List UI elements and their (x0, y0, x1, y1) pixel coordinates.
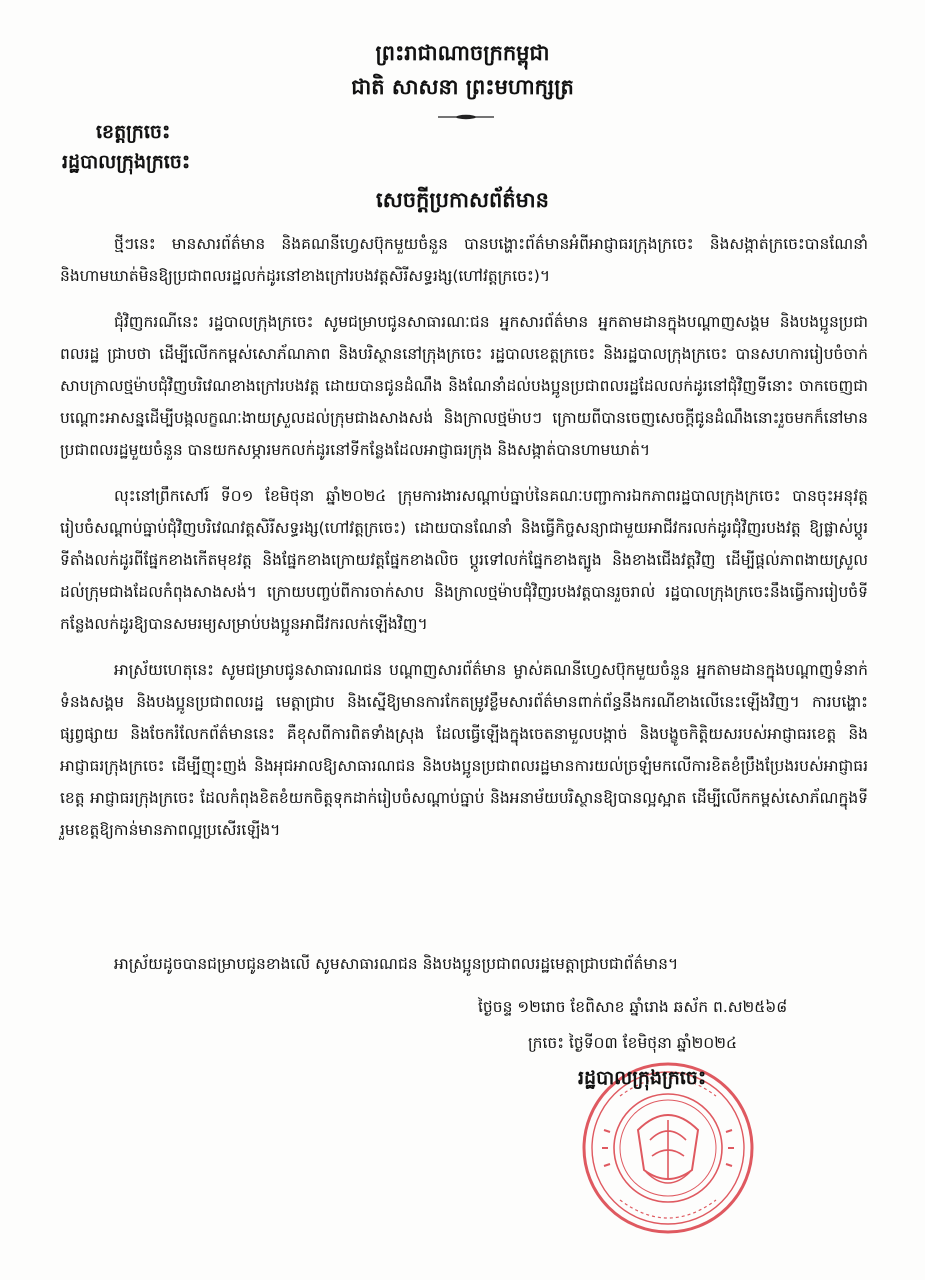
signatory-name: រដ្ឋបាលក្រុងក្រចេះ (578, 1067, 707, 1089)
lunar-date: ថ្ងៃចន្ទ ១២រោច ខែពិសាខ ឆ្នាំរោង ឆស័ក ព.ស២៥៦៨ (478, 998, 788, 1016)
paragraph-2: ជុំវិញករណីនេះ រដ្ឋបាលក្រុងក្រចេះ សូមជម្រាបជូនសាធារណៈជន អ្នកសារព័ត៌មាន អ្នកតាមដានក្នុងបណ្ដាញសង្គម និងបងប្អូនប្រជាពលរដ្ឋ ជ្រាបថា ដើម្បីលើកកម្ពស់សោភ័ណភាព និងបរិស្ថាននៅក្រុងក្រចេះ រដ្ឋបាលខេត្តក្រចេះ និងរដ្ឋបាលក្រុងក្រចេះ បានសហការរៀបចំចាក់សាបក្រាលថ្មម៉ាបជុំវិញបរិវេណខាងក្រៅរបងវត្ត ដោយបានជូនដំណឹង និងណែនាំដល់បងប្អូនប្រជាពលរដ្ឋដែលលក់ដូរនៅជុំវិញទីនោះ ចាកចេញជាបណ្ដោះអាសន្នដើម្បីបង្កលក្ខណៈងាយស្រួលដល់ក្រុមជាងសាងសង់ និងក្រាលថ្មម៉ាបៗ ក្រោយពីបានចេញសេចក្ដីជូនដំណឹងនោះរួចមកក៏នៅមានប្រជាពលរដ្ឋមួយចំនួន បានយកសម្ភារមកលក់ដូរនៅទីកន្លែងដែលអាជ្ញាធរក្រុង និងសង្កាត់បានហាមឃាត់។ (60, 313, 868, 459)
national-motto: ជាតិ សាសនា ព្រះមហាក្សត្រ (351, 75, 574, 99)
kingdom-heading: ព្រះរាជាណាចក្រកម្ពុជា (375, 41, 550, 65)
paragraph-3: លុះនៅព្រឹកសៅរ៍ ទី០១ ខែមិថុនា ឆ្នាំ២០២៤ ក្រុមការងារសណ្ដាប់ធ្នាប់នៃគណៈបញ្ជាការឯកភាពរដ្ឋបាលក្រុងក្រចេះ បានចុះអនុវត្តរៀបចំសណ្ដាប់ធ្នាប់ជុំវិញបរិវេណវត្តសិរីសទ្ធរង្ស(ហៅវត្តក្រចេះ) ដោយបានណែនាំ និងធ្វើកិច្ចសន្យាជាមួយអាជីវករលក់ដូរជុំវិញរបងវត្ត ឱ្យផ្លាស់ប្ដូរទីតាំងលក់ដូរពីផ្នែកខាងកើតមុខវត្ត និងផ្នែកខាងក្រោយវត្តផ្នែកខាងលិច ប្ដូរទៅលក់ផ្នែកខាងត្បូង និងខាងជើងវត្តវិញ ដើម្បីផ្ដល់ភាពងាយស្រួលដល់ក្រុមជាងដែលកំពុងសាងសង់។ ក្រោយបញ្ចប់ពីការចាក់សាប និងក្រាលថ្មម៉ាបជុំវិញរបងវត្តបានរួចរាល់ រដ្ឋបាលក្រុងក្រចេះនឹងធ្វើការរៀបចំទីកន្លែងលក់ដូរឱ្យបានសមរម្យសម្រាប់បងប្អូនអាជីវករលក់ឡើងវិញ។ (60, 487, 868, 633)
divider-ornament (438, 114, 494, 120)
paragraph-1: ថ្មីៗនេះ មានសារព័ត៌មាន និងគណនីហ្វេសប៊ុកមួយចំនួន បានបង្ហោះព័ត៌មានអំពីអាជ្ញាធរក្រុងក្រចេះ និងសង្កាត់ក្រចេះបានណែនាំ និងហាមឃាត់មិនឱ្យប្រជាពលរដ្ឋលក់ដូរនៅខាងក្រៅរបងវត្តសិរីសទ្ធរង្ស(ហៅវត្តក្រចេះ)។ (60, 235, 868, 285)
province-name: ខេត្តក្រចេះ (96, 121, 171, 143)
solar-date: ក្រចេះ ថ្ងៃទី០៣ ខែមិថុនា ឆ្នាំ២០២៤ (528, 1034, 737, 1052)
document-title: សេចក្ដីប្រកាសព័ត៌មាន (376, 188, 549, 212)
administration-name: រដ្ឋបាលក្រុងក្រចេះ (62, 151, 191, 173)
document-body (60, 228, 868, 860)
paragraph-4: អាស្រ័យហេតុនេះ សូមជម្រាបជូនសាធារណជន បណ្ដាញសារព័ត៌មាន ម្ចាស់គណនីហ្វេសប៊ុកមួយចំនួន អ្នកតាមដានក្នុងបណ្ដាញទំនាក់ទំនងសង្គម និងបងប្អូនប្រជាពលរដ្ឋ មេត្តាជ្រាប និងស្នើឱ្យមានការកែតម្រូវខ្លឹមសារព័ត៌មានពាក់ព័ន្ធនឹងករណីខាងលើនេះឡើងវិញ។ ការបង្ហោះផ្សព្វផ្សាយ និងចែករំលែកព័ត៌មាននេះ គឺខុសពីការពិតទាំងស្រុង ដែលធ្វើឡើងក្នុងចេតនាមួលបង្កាច់ និងបង្ខូចកិត្តិយសរបស់អាជ្ញាធរខេត្ត និងអាជ្ញាធរក្រុងក្រចេះ ដើម្បីញុះញង់ និងអុជអាលឱ្យសាធារណជន និងបងប្អូនប្រជាពលរដ្ឋមានការយល់ច្រឡំមកលើការខិតខំប្រឹងប្រែងរបស់អាជ្ញាធរខេត្ត អាជ្ញាធរក្រុងក្រចេះ ដែលកំពុងខិតខំយកចិត្តទុកដាក់រៀបចំសណ្ដាប់ធ្នាប់ និងអនាម័យបរិស្ថានឱ្យបានល្អស្អាត ដើម្បីលើកកម្ពស់សោភ័ណក្នុងទីរួមខេត្តឱ្យកាន់មានភាពល្អប្រសើរឡើង។ (60, 661, 868, 839)
closing-paragraph: អាស្រ័យដូចបានជម្រាបជូនខាងលើ សូមសាធារណជន និងបងប្អូនប្រជាពលរដ្ឋមេត្តាជ្រាបជាព័ត៌មាន។ (114, 955, 679, 973)
